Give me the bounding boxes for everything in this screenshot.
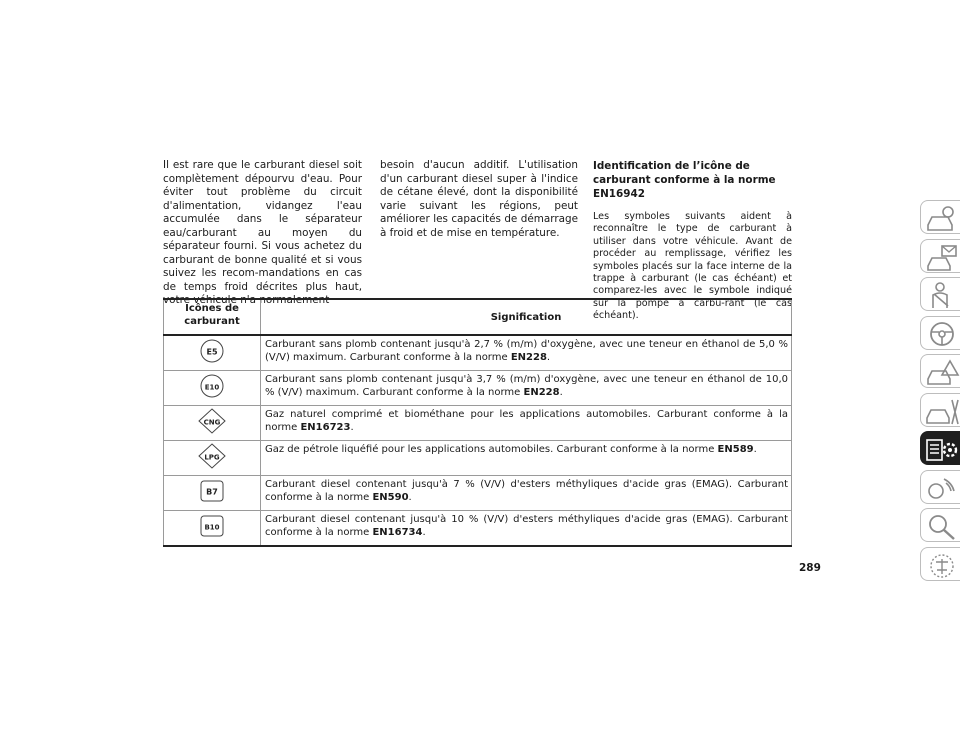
fuel-norm-code: EN16723 — [300, 422, 351, 433]
fuel-square-icon — [198, 513, 226, 539]
fuel-icon-label: E5 — [206, 347, 218, 357]
fuel-icon-cell — [164, 371, 261, 406]
fuel-icon-label: E10 — [204, 383, 220, 392]
fuel-icon-cell — [164, 335, 261, 371]
fuel-diamond-icon — [198, 443, 226, 469]
fuel-description-end: . — [753, 444, 757, 455]
table-header-row — [164, 299, 792, 335]
fuel-description-end: . — [350, 422, 354, 433]
fuel-circle-icon — [198, 373, 226, 399]
fuel-icon-cell — [164, 406, 261, 441]
fuel-description-text: Carburant diesel contenant jusqu'à 7 % (V/V) d'esters méthyliques d'acide gras (EMAG). Carburant conforme à la norme — [265, 479, 788, 503]
seatbelt-icon — [924, 280, 960, 310]
chapter-tab[interactable] — [920, 200, 960, 234]
fuel-norm-code: EN589 — [717, 444, 754, 455]
fuel-description-text: Gaz de pétrole liquéfié pour les applications automobiles. Carburant conforme à la norme — [265, 444, 718, 455]
chapter-tab[interactable] — [920, 239, 960, 273]
table-row — [164, 511, 792, 547]
fuel-description-text: Gaz naturel comprimé et biométhane pour les applications automobiles. Carburant conforme à la norme — [265, 409, 788, 433]
fuel-square-icon — [198, 478, 226, 504]
fuel-description-text: Carburant sans plomb contenant jusqu'à 2,7 % (m/m) d'oxygène, avec une teneur en éthanol de 5,0 % (V/V) maximum. Carburant conforme à la norme — [265, 339, 788, 363]
header-icons: Icônes de carburant — [164, 299, 261, 335]
table-row — [164, 406, 792, 441]
car-warning-icon — [924, 357, 960, 387]
fuel-description-text: Carburant diesel contenant jusqu'à 10 % (V/V) d'esters méthyliques d'acide gras (EMAG). Carburant conforme à la norme — [265, 514, 788, 538]
chapter-tab[interactable] — [920, 393, 960, 427]
fuel-icon-label: B7 — [206, 487, 218, 497]
table-row — [164, 371, 792, 406]
chapter-tab[interactable] — [920, 431, 960, 465]
table-row — [164, 335, 792, 371]
car-info-icon — [924, 203, 960, 233]
chapter-tab[interactable] — [920, 354, 960, 388]
fuel-description — [261, 511, 792, 547]
car-mail-icon — [924, 242, 960, 272]
fuel-description — [261, 371, 792, 406]
specifications-gear-icon — [924, 434, 960, 464]
fuel-norm-code: EN590 — [372, 492, 409, 503]
chapter-tab[interactable] — [920, 470, 960, 504]
chapter-tab[interactable] — [920, 508, 960, 542]
chapter-tab[interactable] — [920, 547, 960, 581]
chapter-tab[interactable] — [920, 277, 960, 311]
fuel-norm-code: EN228 — [523, 387, 560, 398]
section-heading: Identification de l’icône de carburant conforme à la norme EN16942 — [593, 160, 776, 200]
fuel-icon-table — [163, 298, 792, 547]
search-icon — [924, 511, 960, 541]
fuel-description — [261, 335, 792, 371]
header-meaning: Signification — [261, 299, 792, 335]
fuel-description-end: . — [559, 387, 563, 398]
page-number: 289 — [799, 562, 821, 574]
steering-wheel-icon — [924, 319, 960, 349]
fuel-circle-icon — [198, 338, 226, 364]
car-tools-icon — [924, 396, 960, 426]
fuel-description-end: . — [422, 527, 426, 538]
fuel-icon-cell — [164, 441, 261, 476]
fuel-description — [261, 476, 792, 511]
fuel-icon-label: CNG — [203, 418, 221, 427]
fuel-description-end: . — [408, 492, 412, 503]
fuel-icon-label: B10 — [204, 523, 220, 532]
fuel-description — [261, 406, 792, 441]
body-text-column-1: Il est rare que le carburant diesel soit complètement dépourvu d'eau. Pour éviter tout problème du circuit d'alimentation, vidangez l'eau accumulée dans le séparateur eau/carburant au moyen du séparateur fourni. Si vous achetez du carburant de bonne qualité et si vous suivez les recom-mandations en cas de temps froid décrites plus haut, votre véhicule n'a normalement — [163, 159, 362, 306]
fuel-icon-label: LPG — [204, 453, 220, 462]
fuel-description-text: Carburant sans plomb contenant jusqu'à 3,7 % (m/m) d'oxygène, avec une teneur en éthanol de 10,0 % (V/V) maximum. Carburant conforme à la norme — [265, 374, 788, 398]
languages-icon — [924, 550, 960, 580]
fuel-diamond-icon — [198, 408, 226, 434]
chapter-tab[interactable] — [920, 316, 960, 350]
fuel-description-end: . — [546, 352, 551, 363]
multimedia-icon — [924, 473, 960, 503]
table-row — [164, 476, 792, 511]
fuel-description — [261, 441, 792, 476]
table-row — [164, 441, 792, 476]
fuel-icon-cell — [164, 476, 261, 511]
section-body: Les symboles suivants aident à reconnaître le type de carburant à utiliser dans votre véhicule. Avant de procéder au remplissage, vérifiez les symboles placés sur la face interne de la trappe à carburant (le cas échéant) et comparez-les avec le symbole indiqué sur la pompe à carbu-rant (le cas échéant). — [593, 211, 792, 322]
body-text-column-2: besoin d'aucun additif. L'utilisation d'un carburant diesel super à l'indice de cétane élevé, dont la disponibilité varie suivant les régions, peut améliorer les capacités de démarrage à froid et de mise en température. — [380, 159, 578, 239]
fuel-norm-code: EN228 — [510, 352, 547, 363]
fuel-icon-cell — [164, 511, 261, 547]
fuel-norm-code: EN16734 — [372, 527, 423, 538]
